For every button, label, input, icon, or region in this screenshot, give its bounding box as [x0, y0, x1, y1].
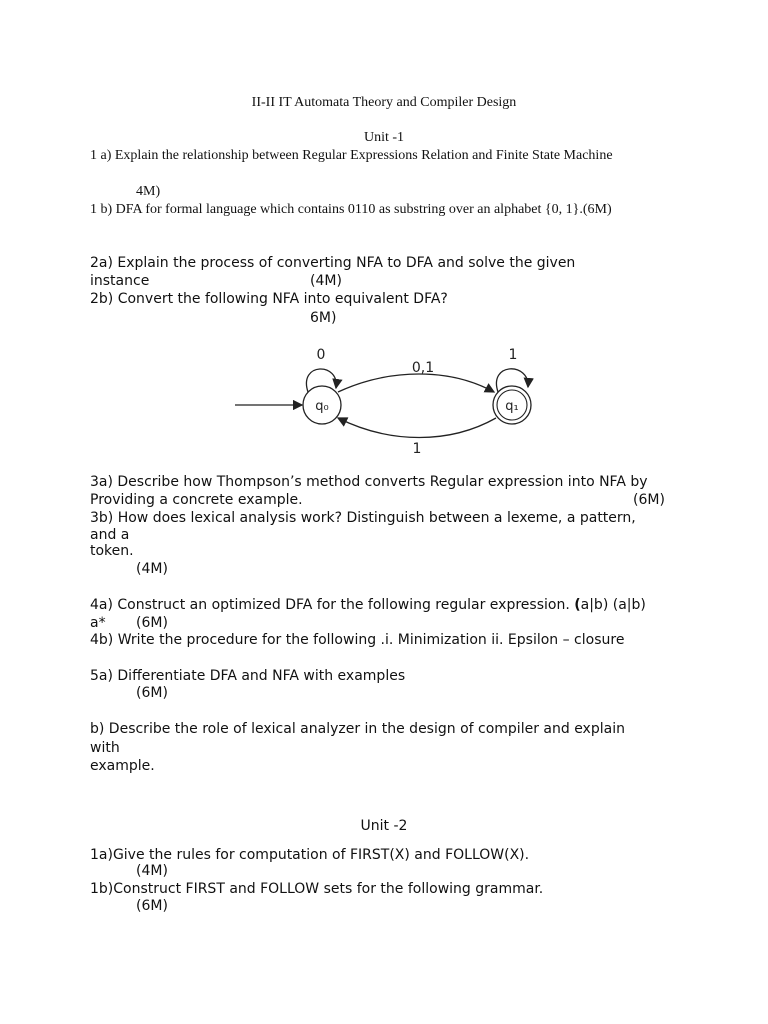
question-5b-line2: with: [90, 740, 120, 756]
question-3b-marks: (4M): [136, 561, 168, 577]
question-4b: 4b) Write the procedure for the following .i. Minimization ii. Epsilon – closure: [90, 632, 625, 648]
q1-loop-label: 1: [508, 347, 518, 363]
question-3a-line2: Providing a concrete example.: [90, 492, 303, 508]
unit2-question-1a-marks: (4M): [136, 863, 168, 879]
unit2-question-1b-marks: (6M): [136, 898, 168, 914]
question-4a-expr: a|b) (a|b): [580, 597, 646, 613]
question-4a-text: 4a) Construct an optimized DFA for the following regular expression.: [90, 597, 570, 613]
question-4a-line1: [90, 597, 646, 614]
question-5b-line1: b) Describe the role of lexical analyzer in the design of compiler and explain: [90, 721, 625, 737]
question-3b-line2: and a: [90, 527, 130, 543]
unit2-question-1b: 1b)Construct FIRST and FOLLOW sets for the following grammar.: [90, 881, 544, 897]
state-q1-label: q₁: [505, 399, 519, 414]
question-2a-line1: 2a) Explain the process of converting NFA to DFA and solve the given: [90, 255, 576, 271]
question-3b-line1: 3b) How does lexical analysis work? Distinguish between a lexeme, a pattern,: [90, 510, 636, 526]
question-1a: 1 a) Explain the relationship between Regular Expressions Relation and Finite State Machine: [90, 148, 613, 163]
question-3a-marks: (6M): [633, 492, 665, 508]
q0-loop-label: 0: [316, 347, 326, 363]
question-2a-line2: instance: [90, 273, 150, 289]
state-q0-label: q₀: [315, 399, 329, 414]
question-2a-marks: (4M): [310, 273, 342, 289]
question-5a-marks: (6M): [136, 685, 168, 701]
question-4a-expr-paren: (: [574, 597, 581, 613]
question-1a-marks: 4M): [136, 184, 161, 199]
question-2b-marks: 6M): [310, 310, 337, 326]
question-5b-line3: example.: [90, 758, 155, 774]
question-3b-line3: token.: [90, 543, 134, 559]
edge-q1-q0-label: 1: [412, 441, 422, 457]
unit2-heading: Unit -2: [360, 818, 408, 834]
question-1b: 1 b) DFA for formal language which contains 0110 as substring over an alphabet {0, 1}.(6M): [90, 202, 612, 217]
unit2-question-1a: 1a)Give the rules for computation of FIRST(X) and FOLLOW(X).: [90, 847, 530, 863]
edge-q1-q0: [338, 418, 496, 438]
question-5a: 5a) Differentiate DFA and NFA with examples: [90, 668, 406, 684]
question-3a-line1: 3a) Describe how Thompson’s method converts Regular expression into NFA by: [90, 474, 648, 490]
question-4a-marks: (6M): [136, 615, 168, 631]
question-4a-line2: a*: [90, 615, 106, 631]
unit1-heading: Unit -1: [363, 130, 405, 145]
edge-q0-q1: [338, 374, 494, 392]
edge-q0-q1-label: 0,1: [411, 360, 435, 376]
question-2b: 2b) Convert the following NFA into equivalent DFA?: [90, 291, 448, 307]
nfa-diagram: [230, 340, 540, 460]
document-title: II-II IT Automata Theory and Compiler Design: [251, 95, 517, 110]
